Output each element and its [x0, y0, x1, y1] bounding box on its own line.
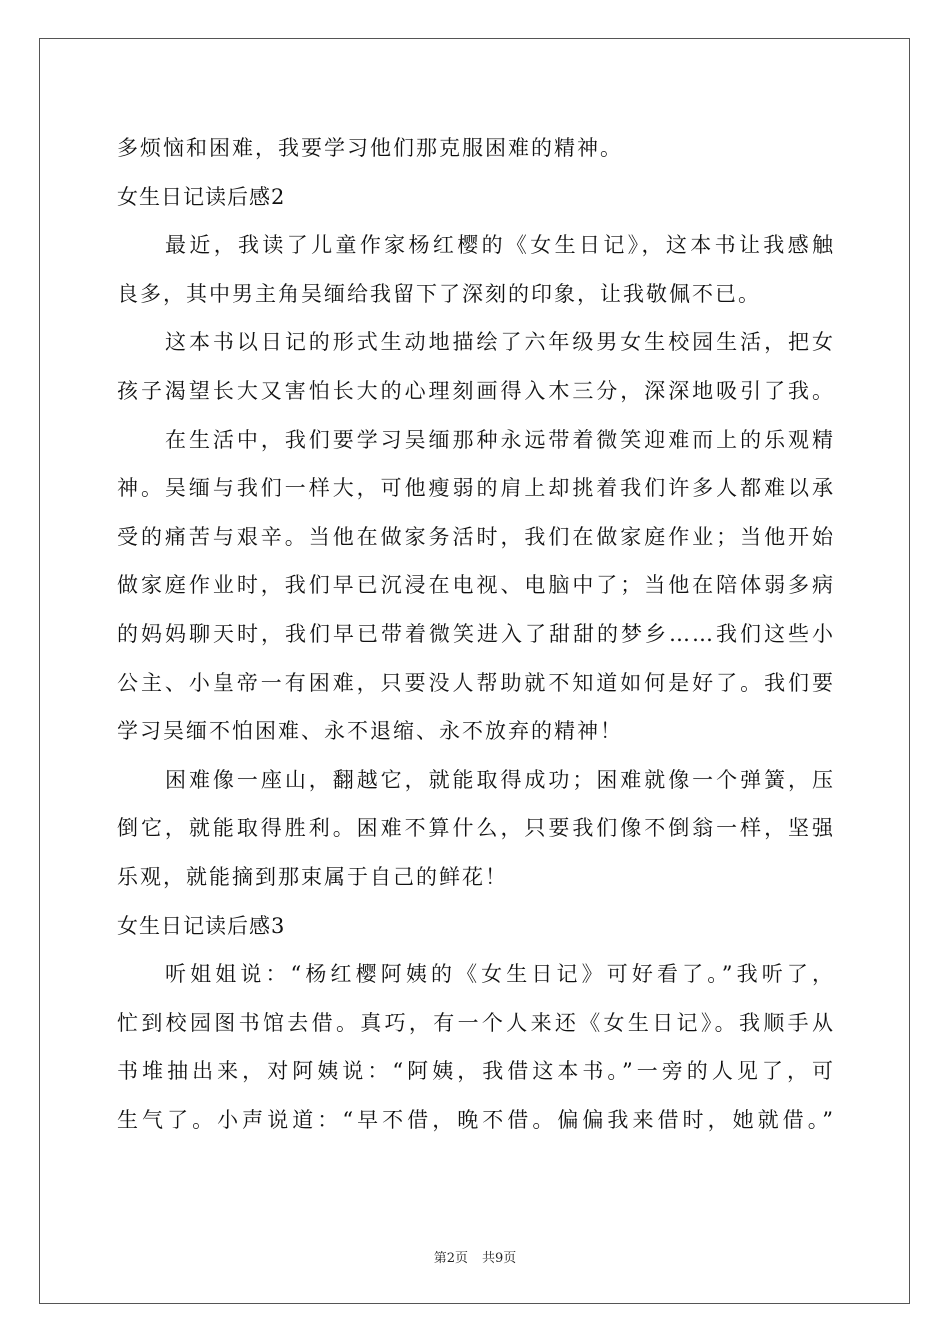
paragraph-line: 多烦恼和困难，我要学习他们那克服困难的精神。: [117, 136, 623, 160]
section-heading: 女生日记读后感3: [117, 913, 286, 938]
paragraph-line: 良多，其中男主角吴缅给我留下了深刻的印象，让我敬佩不已。: [117, 281, 761, 306]
paragraph-line: 公主、小皇帝一有困难，只要没人帮助就不知道如何是好了。我们要: [117, 670, 835, 695]
page-number: 第2页: [433, 1251, 468, 1266]
paragraph-line: 书堆抽出来，对阿姨说：“阿姨，我借这本书。”一旁的人见了，可: [117, 1059, 835, 1084]
paragraph-line: 做家庭作业时，我们早已沉浸在电视、电脑中了；当他在陪体弱多病: [117, 573, 835, 598]
page-footer: [0, 1247, 950, 1266]
paragraph-line: 乐观，就能摘到那束属于自己的鲜花！: [117, 864, 508, 889]
paragraph-line: 在生活中，我们要学习吴缅那种永远带着微笑迎难而上的乐观精: [165, 427, 835, 452]
paragraph-line: 受的痛苦与艰辛。当他在做家务活时，我们在做家庭作业；当他开始: [117, 524, 835, 549]
paragraph-line: 听姐姐说：“杨红樱阿姨的《女生日记》可好看了。”我听了，: [165, 962, 835, 987]
paragraph-line: 生气了。小声说道：“早不借，晚不借。偏偏我来借时，她就借。”: [117, 1107, 835, 1132]
paragraph-line: 孩子渴望长大又害怕长大的心理刻画得入木三分，深深地吸引了我。: [117, 378, 835, 403]
document-body: [117, 124, 835, 1144]
paragraph-line: 困难像一座山，翻越它，就能取得成功；困难就像一个弹簧，压: [165, 767, 835, 792]
paragraph-line: 这本书以日记的形式生动地描绘了六年级男女生校园生活，把女: [165, 330, 835, 355]
paragraph-line: 最近，我读了儿童作家杨红樱的《女生日记》，这本书让我感触: [165, 233, 835, 258]
page-total: 共9页: [482, 1251, 517, 1266]
paragraph-line: 倒它，就能取得胜利。困难不算什么，只要我们像不倒翁一样，坚强: [117, 816, 835, 841]
section-heading: 女生日记读后感2: [117, 184, 286, 209]
paragraph-line: 学习吴缅不怕困难、永不退缩、永不放弃的精神！: [117, 719, 623, 744]
paragraph-line: 忙到校园图书馆去借。真巧，有一个人来还《女生日记》。我顺手从: [117, 1010, 835, 1035]
paragraph-line: 的妈妈聊天时，我们早已带着微笑进入了甜甜的梦乡……我们这些小: [117, 621, 835, 646]
paragraph-line: 神。吴缅与我们一样大，可他瘦弱的肩上却挑着我们许多人都难以承: [117, 476, 835, 501]
